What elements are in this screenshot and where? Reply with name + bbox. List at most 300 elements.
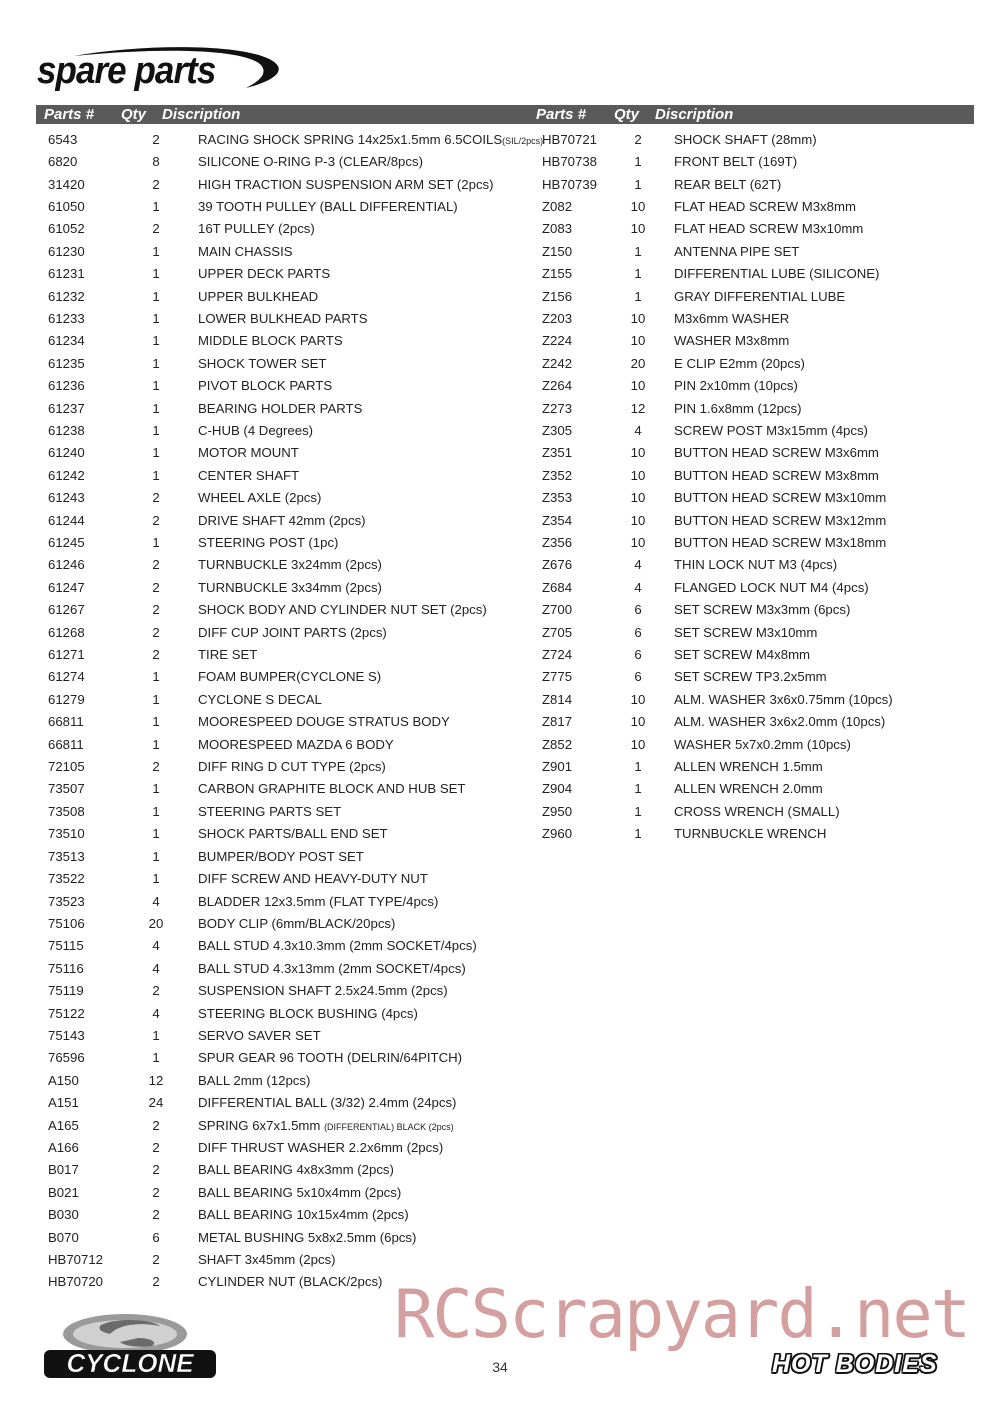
description xyxy=(198,957,543,979)
part-number xyxy=(36,1181,138,1203)
description-text: DIFFERENTIAL LUBE (SILICONE) xyxy=(674,266,880,282)
quantity xyxy=(138,307,198,329)
table-row xyxy=(36,262,543,284)
part-number-text: A150 xyxy=(48,1072,79,1088)
table-row xyxy=(530,554,893,576)
part-number xyxy=(36,755,138,777)
quantity-text: 10 xyxy=(630,714,646,730)
quantity-text: 1 xyxy=(634,154,642,170)
table-row xyxy=(36,554,543,576)
description xyxy=(674,442,893,464)
description-text: BUMPER/BODY POST SET xyxy=(198,848,364,864)
quantity-text: 2 xyxy=(152,1274,160,1290)
table-row xyxy=(36,1024,543,1046)
part-number-text: Z351 xyxy=(542,445,573,461)
description-text: BLADDER 12x3.5mm (FLAT TYPE/4pcs) xyxy=(198,893,439,909)
part-number xyxy=(530,823,620,845)
description-text: CROSS WRENCH (SMALL) xyxy=(674,803,840,819)
part-number xyxy=(530,711,620,733)
quantity xyxy=(620,733,674,755)
part-number-text: B030 xyxy=(48,1207,79,1223)
part-number-text: 61246 xyxy=(48,557,85,573)
header-left-qty: Qty xyxy=(121,106,147,123)
part-number xyxy=(36,621,138,643)
quantity-text: 2 xyxy=(152,1207,160,1223)
part-number xyxy=(530,352,620,374)
part-number xyxy=(530,262,620,284)
quantity xyxy=(620,487,674,509)
page-number: 34 xyxy=(492,1359,508,1375)
quantity-text: 10 xyxy=(630,310,646,326)
description xyxy=(674,823,893,845)
quantity xyxy=(620,397,674,419)
description-text: CARBON GRAPHITE BLOCK AND HUB SET xyxy=(198,781,466,797)
description xyxy=(674,218,893,240)
quantity-text: 2 xyxy=(152,131,160,147)
part-number-text: Z960 xyxy=(542,826,573,842)
description xyxy=(674,173,893,195)
part-number-text: 66811 xyxy=(48,736,84,752)
part-number xyxy=(36,1248,138,1270)
description xyxy=(198,1002,543,1024)
table-row xyxy=(530,419,893,441)
part-number-text: Z700 xyxy=(542,602,573,618)
description-text: THIN LOCK NUT M3 (4pcs) xyxy=(674,557,838,573)
part-number xyxy=(36,218,138,240)
part-number-text: Z684 xyxy=(542,579,573,595)
part-number-text: Z676 xyxy=(542,557,573,573)
quantity xyxy=(138,1091,198,1113)
part-number-text: HB70738 xyxy=(542,154,597,170)
quantity xyxy=(138,1136,198,1158)
description xyxy=(674,755,893,777)
part-number xyxy=(36,330,138,352)
table-row xyxy=(530,487,893,509)
table-row xyxy=(36,487,543,509)
quantity-text: 20 xyxy=(630,355,646,371)
table-row xyxy=(530,531,893,553)
description xyxy=(198,1159,543,1181)
table-row xyxy=(530,599,893,621)
table-row xyxy=(36,576,543,598)
quantity xyxy=(138,150,198,172)
table-row xyxy=(36,173,543,195)
quantity xyxy=(138,531,198,553)
part-number-text: 61237 xyxy=(48,400,85,416)
description-text: DIFF RING D CUT TYPE (2pcs) xyxy=(198,759,386,775)
description xyxy=(674,487,893,509)
part-number-text: 61230 xyxy=(48,243,85,259)
part-number xyxy=(36,1159,138,1181)
table-row xyxy=(36,1069,543,1091)
table-row xyxy=(36,890,543,912)
description-text: ANTENNA PIPE SET xyxy=(674,243,800,259)
part-number-text: Z901 xyxy=(542,759,573,775)
description-text: UPPER DECK PARTS xyxy=(198,266,331,282)
description xyxy=(674,509,893,531)
part-number-text: HB70720 xyxy=(48,1274,103,1290)
table-row xyxy=(36,442,543,464)
part-number-text: 75122 xyxy=(48,1005,85,1021)
quantity xyxy=(138,330,198,352)
quantity-text: 1 xyxy=(634,243,642,259)
quantity-text: 2 xyxy=(152,1139,160,1155)
description-text: MIDDLE BLOCK PARTS xyxy=(198,333,343,349)
quantity xyxy=(138,1226,198,1248)
quantity xyxy=(138,1248,198,1270)
table-row xyxy=(530,374,893,396)
description xyxy=(198,554,543,576)
quantity xyxy=(620,509,674,531)
quantity xyxy=(138,554,198,576)
part-number-text: 31420 xyxy=(48,176,85,192)
part-number-text: 61052 xyxy=(48,221,85,237)
part-number-text: 61247 xyxy=(48,579,85,595)
part-number-text: HB70721 xyxy=(542,131,597,147)
description-text: REAR BELT (62T) xyxy=(674,176,782,192)
description-text: SHOCK SHAFT (28mm) xyxy=(674,131,817,147)
part-number xyxy=(530,509,620,531)
quantity xyxy=(138,1181,198,1203)
table-row xyxy=(36,509,543,531)
table-row xyxy=(530,352,893,374)
part-number-text: 61240 xyxy=(48,445,85,461)
quantity-text: 1 xyxy=(634,176,642,192)
description-text: SHOCK BODY AND CYLINDER NUT SET (2pcs) xyxy=(198,602,487,618)
description xyxy=(198,823,543,845)
part-number xyxy=(530,330,620,352)
part-number-text: 61243 xyxy=(48,490,85,506)
description-text: SET SCREW TP3.2x5mm xyxy=(674,669,827,685)
part-number xyxy=(530,487,620,509)
description-text: MOORESPEED MAZDA 6 BODY xyxy=(198,736,394,752)
quantity xyxy=(620,150,674,172)
part-number xyxy=(36,1136,138,1158)
quantity-text: 2 xyxy=(152,512,160,528)
part-number xyxy=(530,195,620,217)
quantity xyxy=(620,240,674,262)
quantity xyxy=(620,778,674,800)
quantity-text: 2 xyxy=(152,579,160,595)
quantity xyxy=(138,442,198,464)
quantity xyxy=(620,800,674,822)
description xyxy=(198,979,543,1001)
table-row xyxy=(530,240,893,262)
description-text: BUTTON HEAD SCREW M3x18mm xyxy=(674,535,887,551)
part-number xyxy=(36,262,138,284)
part-number xyxy=(36,979,138,1001)
quantity-text: 1 xyxy=(152,781,160,797)
quantity-text: 1 xyxy=(634,759,642,775)
table-row xyxy=(36,531,543,553)
parts-table-left xyxy=(36,128,543,1293)
description-text: C-HUB (4 Degrees) xyxy=(198,422,314,438)
table-row xyxy=(36,307,543,329)
part-number-text: 61268 xyxy=(48,624,85,640)
table-row xyxy=(36,240,543,262)
quantity xyxy=(620,173,674,195)
part-number-text: 61050 xyxy=(48,198,85,214)
part-number xyxy=(36,867,138,889)
description xyxy=(674,330,893,352)
part-number xyxy=(36,352,138,374)
description xyxy=(198,218,543,240)
description-text: 39 TOOTH PULLEY (BALL DIFFERENTIAL) xyxy=(198,198,458,214)
quantity xyxy=(620,352,674,374)
quantity-text: 10 xyxy=(630,378,646,394)
table-row xyxy=(530,509,893,531)
table-row xyxy=(36,1047,543,1069)
description-text: SPRING 6x7x1.5mm xyxy=(198,1117,325,1133)
description xyxy=(674,307,893,329)
part-number-text: Z353 xyxy=(542,490,573,506)
quantity-text: 10 xyxy=(630,490,646,506)
quantity-text: 1 xyxy=(152,714,160,730)
part-number-text: 76596 xyxy=(48,1050,85,1066)
quantity xyxy=(138,733,198,755)
description-text: MAIN CHASSIS xyxy=(198,243,293,259)
description-text: BALL BEARING 5x10x4mm (2pcs) xyxy=(198,1184,402,1200)
part-number xyxy=(36,711,138,733)
description-text: CENTER SHAFT xyxy=(198,467,300,483)
quantity-text: 20 xyxy=(148,915,164,931)
part-number xyxy=(36,1226,138,1248)
quantity xyxy=(620,128,674,150)
description xyxy=(198,576,543,598)
table-row xyxy=(530,666,893,688)
quantity-text: 4 xyxy=(634,579,642,595)
quantity-text: 2 xyxy=(152,490,160,506)
part-number xyxy=(530,599,620,621)
description-text: STEERING PARTS SET xyxy=(198,803,342,819)
quantity-text: 4 xyxy=(152,938,160,954)
part-number-text: Z950 xyxy=(542,803,573,819)
quantity xyxy=(138,240,198,262)
part-number xyxy=(36,643,138,665)
description-text: WASHER M3x8mm xyxy=(674,333,790,349)
table-row xyxy=(36,150,543,172)
table-row xyxy=(36,195,543,217)
part-number-text: Z273 xyxy=(542,400,573,416)
description xyxy=(198,195,543,217)
part-number xyxy=(530,218,620,240)
description xyxy=(198,867,543,889)
description xyxy=(198,912,543,934)
quantity xyxy=(138,688,198,710)
description xyxy=(198,643,543,665)
description-text: BALL STUD 4.3x10.3mm (2mm SOCKET/4pcs) xyxy=(198,938,477,954)
table-row xyxy=(36,912,543,934)
part-number-text: 61234 xyxy=(48,333,85,349)
part-number-text: Z724 xyxy=(542,647,573,663)
description-text: BEARING HOLDER PARTS xyxy=(198,400,363,416)
quantity xyxy=(138,1047,198,1069)
quantity-text: 1 xyxy=(152,803,160,819)
description xyxy=(674,464,893,486)
part-number-text: Z775 xyxy=(542,669,573,685)
table-row xyxy=(36,755,543,777)
table-row xyxy=(530,307,893,329)
quantity-text: 2 xyxy=(152,759,160,775)
part-number-text: Z356 xyxy=(542,535,573,551)
description-text: METAL BUSHING 5x8x2.5mm (6pcs) xyxy=(198,1229,417,1245)
part-number-text: Z904 xyxy=(542,781,573,797)
description xyxy=(198,330,543,352)
table-row xyxy=(36,935,543,957)
description-text: SET SCREW M3x10mm xyxy=(674,624,818,640)
description xyxy=(198,1091,543,1113)
quantity-text: 10 xyxy=(630,198,646,214)
quantity-text: 12 xyxy=(630,400,646,416)
description xyxy=(674,397,893,419)
description xyxy=(198,1114,543,1136)
quantity xyxy=(620,307,674,329)
description xyxy=(198,1248,543,1270)
quantity xyxy=(138,599,198,621)
description-text: TURNBUCKLE 3x34mm (2pcs) xyxy=(198,579,382,595)
part-number xyxy=(530,643,620,665)
description-text: SERVO SAVER SET xyxy=(198,1027,321,1043)
quantity-text: 2 xyxy=(152,176,160,192)
description-text: SHOCK TOWER SET xyxy=(198,355,327,371)
part-number xyxy=(36,733,138,755)
description xyxy=(198,173,543,195)
description xyxy=(198,1226,543,1248)
table-row xyxy=(36,599,543,621)
description-text: BUTTON HEAD SCREW M3x6mm xyxy=(674,445,879,461)
description xyxy=(674,374,893,396)
table-row xyxy=(530,128,893,150)
part-number xyxy=(36,442,138,464)
part-number xyxy=(36,509,138,531)
description xyxy=(674,195,893,217)
part-number-text: A166 xyxy=(48,1139,79,1155)
part-number xyxy=(36,397,138,419)
quantity xyxy=(138,464,198,486)
description xyxy=(198,800,543,822)
description xyxy=(198,778,543,800)
quantity-text: 10 xyxy=(630,333,646,349)
description xyxy=(674,688,893,710)
description-text: FLAT HEAD SCREW M3x10mm xyxy=(674,221,864,237)
table-row xyxy=(530,218,893,240)
part-number-text: Z705 xyxy=(542,624,573,640)
part-number xyxy=(36,1002,138,1024)
part-number-text: 75143 xyxy=(48,1027,85,1043)
table-row xyxy=(36,979,543,1001)
part-number xyxy=(36,531,138,553)
description xyxy=(198,1024,543,1046)
quantity-text: 2 xyxy=(152,602,160,618)
quantity xyxy=(138,509,198,531)
part-number-text: 61235 xyxy=(48,355,85,371)
quantity xyxy=(138,957,198,979)
table-row xyxy=(36,419,543,441)
part-number-text: 61233 xyxy=(48,310,85,326)
quantity-text: 6 xyxy=(634,669,642,685)
part-number-text: 61242 xyxy=(48,467,85,483)
part-number-text: Z150 xyxy=(542,243,573,259)
quantity xyxy=(620,419,674,441)
description xyxy=(198,1204,543,1226)
part-number-text: Z242 xyxy=(542,355,573,371)
description-text: E CLIP E2mm (20pcs) xyxy=(674,355,805,371)
svg-text:CYCLONE: CYCLONE xyxy=(66,1348,194,1378)
description xyxy=(674,621,893,643)
description-text: BALL STUD 4.3x13mm (2mm SOCKET/4pcs) xyxy=(198,960,466,976)
description-text: FRONT BELT (169T) xyxy=(674,154,798,170)
quantity-text: 1 xyxy=(152,467,160,483)
part-number xyxy=(36,554,138,576)
quantity xyxy=(138,419,198,441)
header-right-part: Parts # xyxy=(536,106,587,123)
table-row xyxy=(36,643,543,665)
quantity xyxy=(138,666,198,688)
quantity-text: 12 xyxy=(148,1072,164,1088)
description xyxy=(674,733,893,755)
description xyxy=(198,442,543,464)
table-row xyxy=(530,464,893,486)
quantity xyxy=(138,800,198,822)
description xyxy=(198,397,543,419)
quantity-text: 1 xyxy=(152,691,160,707)
part-number-text: Z203 xyxy=(542,310,573,326)
part-number xyxy=(36,1204,138,1226)
table-row xyxy=(36,352,543,374)
description-text: SCREW POST M3x15mm (4pcs) xyxy=(674,422,868,438)
description-text: DRIVE SHAFT 42mm (2pcs) xyxy=(198,512,366,528)
part-number-text: 73508 xyxy=(48,803,85,819)
quantity-text: 1 xyxy=(152,243,160,259)
table-row xyxy=(36,374,543,396)
quantity xyxy=(138,1002,198,1024)
part-number-text: 75116 xyxy=(48,960,84,976)
description-text: BALL 2mm (12pcs) xyxy=(198,1072,311,1088)
part-number xyxy=(530,666,620,688)
description xyxy=(198,935,543,957)
quantity xyxy=(620,599,674,621)
quantity-text: 6 xyxy=(152,1229,160,1245)
part-number-text: Z817 xyxy=(542,714,573,730)
table-row xyxy=(36,778,543,800)
description-note: (DIFFERENTIAL) BLACK (2pcs) xyxy=(324,1121,454,1132)
part-number xyxy=(36,464,138,486)
quantity xyxy=(138,1069,198,1091)
table-row xyxy=(36,711,543,733)
table-row xyxy=(530,150,893,172)
quantity-text: 1 xyxy=(152,826,160,842)
part-number-text: 61231 xyxy=(48,266,85,282)
quantity xyxy=(138,1114,198,1136)
part-number xyxy=(530,576,620,598)
quantity xyxy=(138,1271,198,1293)
part-number xyxy=(36,1114,138,1136)
table-row xyxy=(36,845,543,867)
description xyxy=(674,240,893,262)
description-text: SPUR GEAR 96 TOOTH (DELRIN/64PITCH) xyxy=(198,1050,463,1066)
table-row xyxy=(36,621,543,643)
quantity-text: 10 xyxy=(630,736,646,752)
quantity-text: 2 xyxy=(152,1252,160,1268)
part-number xyxy=(530,419,620,441)
part-number-text: HB70739 xyxy=(542,176,597,192)
description-text: BUTTON HEAD SCREW M3x8mm xyxy=(674,467,879,483)
quantity xyxy=(138,845,198,867)
description xyxy=(198,890,543,912)
part-number-text: 6543 xyxy=(48,131,78,147)
table-row xyxy=(530,621,893,643)
description xyxy=(198,1181,543,1203)
